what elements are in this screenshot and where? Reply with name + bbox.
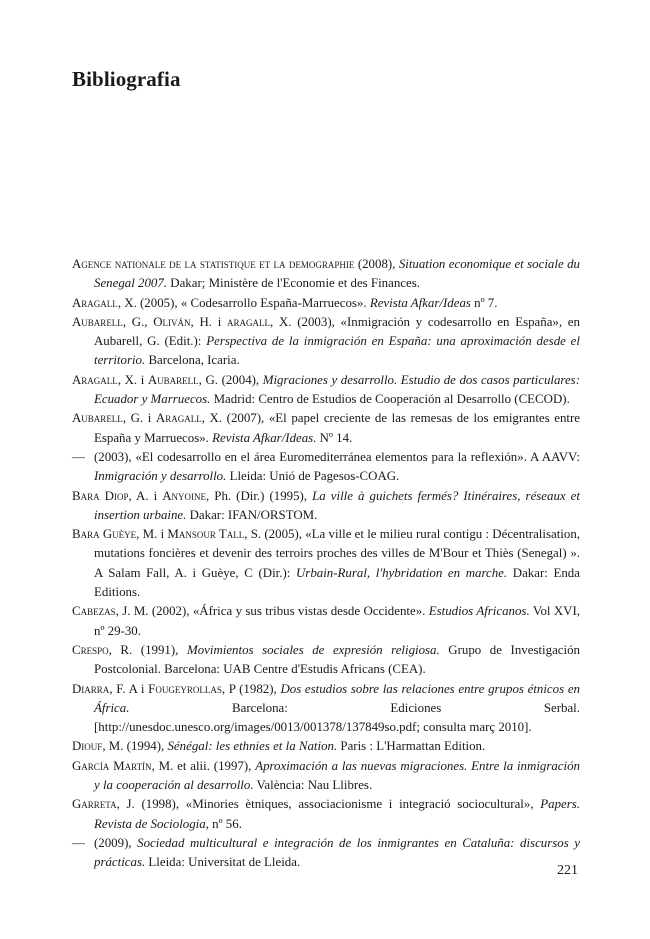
work-title: Movimientos sociales de expresión religiosa.	[186, 642, 440, 657]
author-name: García Martín	[72, 758, 152, 773]
bibliography-entry	[72, 641, 580, 680]
entry-text: , R. (1991),	[108, 642, 187, 657]
author-name: Oliván	[153, 314, 191, 329]
entry-text: , Ph. (Dir.) (1995),	[206, 488, 313, 503]
author-name: Bara Diop	[72, 488, 129, 503]
entry-text: , X. (2005), « Codesarrollo España-Marruecos».	[117, 295, 370, 310]
bibliography-entry	[72, 602, 580, 641]
author-name: Aragall	[72, 372, 118, 387]
author-name: Aubarell	[147, 372, 199, 387]
entry-text: Dakar: Enda Editions.	[94, 565, 580, 600]
work-title: Sénégal: les ethnies et la Nation.	[167, 739, 338, 754]
entry-text: (2003), «El codesarrollo en el área Euromediterránea elementos para la reflexión». A AAVV:	[94, 449, 580, 464]
entry-text: , J. M. (2002), «África y sus tribus vistas desde Occidente».	[115, 604, 429, 619]
work-title: Sociedad multicultural e integración de los inmigrantes en Cataluña: discursos y prácticas.	[94, 835, 580, 870]
bibliography-entry	[72, 448, 580, 487]
bibliography-list	[72, 255, 580, 873]
repeat-author-dash: —	[72, 449, 85, 464]
repeat-author-dash: —	[72, 835, 85, 850]
work-title: Situation economique et sociale du Senegal 2007.	[94, 257, 580, 291]
entry-text: , G. i	[122, 411, 156, 426]
entry-text: València: Nau Llibres.	[253, 778, 373, 793]
entry-text: , X. (2003), «Inmigración y codesarrollo en España», en Aubarell, G. (Edit.):	[94, 314, 580, 349]
bibliography-entry	[72, 409, 580, 448]
author-name: Aubarell	[72, 411, 123, 426]
author-name: Cabezas	[72, 604, 116, 619]
entry-text: , S. (2005), «La ville et le milieu rural contigu : Décentralisation, mutations foncières et devenir des terroirs proches des villes de M'Bour et Thiès (Senegal) ». A Salam Fall, A. i Guèye, C (Dir.):	[94, 527, 580, 580]
entry-text: , A. i	[128, 488, 163, 503]
entry-text: Lleida: Unió de Pagesos-COAG.	[226, 469, 400, 484]
bibliography-entry	[72, 834, 580, 873]
entry-text: Vol XVI, nº 29-30.	[94, 604, 580, 638]
bibliography-entry	[72, 795, 580, 834]
work-title: Revista Afkar/Ideas.	[212, 430, 317, 445]
author-name: Anyoine	[162, 488, 207, 503]
work-title: Migraciones y desarrollo. Estudio de dos casos particulares: Ecuador y Marruecos.	[94, 372, 580, 407]
work-title: Urbain-Rural, l'hybridation en marche.	[296, 565, 508, 580]
entry-text: Paris : L'Harmattan Edition.	[337, 739, 486, 754]
bibliography-entry	[72, 371, 580, 410]
entry-text: , G.,	[122, 314, 154, 329]
bibliography-entry	[72, 525, 580, 602]
author-name: Agence nationale de la statistique et la demographie	[72, 257, 355, 271]
entry-text: nº 7.	[470, 295, 498, 310]
author-name: Crespo	[72, 642, 109, 657]
page-number: 221	[557, 863, 578, 878]
work-title: La ville à guichets fermés? Itinéraires, réseaux et insertion urbaine.	[94, 488, 580, 522]
bibliography-entry	[72, 680, 580, 738]
author-name: Fougeyrollas	[148, 681, 222, 696]
entry-text: , P (1982),	[221, 681, 281, 696]
entry-text: , G. (2004),	[198, 372, 263, 387]
entry-text: , H. i	[190, 314, 228, 329]
author-name: Diarra	[72, 681, 110, 696]
work-title: Estudios Africanos.	[428, 604, 530, 619]
work-title: Dos estudios sobre las relaciones entre grupos étnicos en África.	[94, 681, 580, 715]
author-name: aragall	[227, 314, 271, 329]
author-name: Aragall	[155, 411, 202, 426]
author-name: Garreta	[72, 797, 117, 812]
entry-text: Dakar; Ministère de l'Economie et des Finances.	[167, 276, 420, 291]
entry-text: Dakar: IFAN/ORSTOM.	[186, 507, 318, 522]
author-name: Aubarell	[72, 314, 123, 329]
entry-text: , F. A i	[109, 681, 149, 696]
entry-text: Barcelona: Ediciones Serbal. [http://unesdoc.unesco.org/images/0013/001378/137849so.pdf; consulta març 2010].	[94, 700, 580, 735]
work-title: Aproximación a las nuevas migraciones. Entre la inmigración y la cooperación al desarrollo.	[94, 758, 580, 793]
entry-text: , M. et alii. (1997),	[151, 758, 256, 773]
work-title: Revista Afkar/Ideas	[369, 295, 471, 310]
entry-text: Madrid: Centro de Estudios de Cooperación al Desarrollo (CECOD).	[210, 392, 570, 407]
entry-text: Barcelona, Icaria.	[145, 353, 240, 368]
entry-text: , X. (2007), «El papel creciente de las remesas de los emigrantes entre España y Marruecos».	[94, 411, 580, 445]
bibliography-entry	[72, 487, 580, 526]
entry-text: , J. (1998), «Minories ètniques, associacionisme i integració sociocultural»,	[116, 797, 541, 812]
entry-text: , M. (1994),	[102, 739, 168, 754]
bibliography-entry	[72, 737, 580, 756]
work-title: Perspectiva de la inmigración en España: una aproximación desde el territorio.	[94, 334, 580, 368]
entry-text: Lleida: Universitat de Lleida.	[145, 855, 301, 870]
author-name: Aragall	[72, 295, 118, 310]
author-name: Bara Guèye	[72, 527, 137, 542]
bibliography-entry	[72, 757, 580, 796]
entry-text: (2009),	[94, 835, 138, 850]
page-title: Bibliografia	[72, 67, 181, 91]
entry-text: (2008),	[354, 257, 399, 271]
entry-text: nº 56.	[208, 816, 242, 831]
bibliography-entry	[72, 255, 580, 294]
work-title: Papers. Revista de Sociologia,	[94, 797, 580, 831]
work-title: Inmigración y desarrollo.	[94, 469, 227, 484]
entry-text: , M. i	[136, 527, 168, 542]
bibliography-entry	[72, 313, 580, 371]
entry-text: , X. i	[117, 372, 148, 387]
entry-text: Grupo de Investigación Postcolonial. Barcelona: UAB Centre d'Estudis Africans (CEA).	[94, 642, 580, 677]
entry-text: Nº 14.	[316, 430, 353, 445]
bibliography-entry	[72, 294, 580, 313]
author-name: Mansour Tall	[167, 527, 245, 542]
author-name: Diouf	[72, 739, 103, 754]
